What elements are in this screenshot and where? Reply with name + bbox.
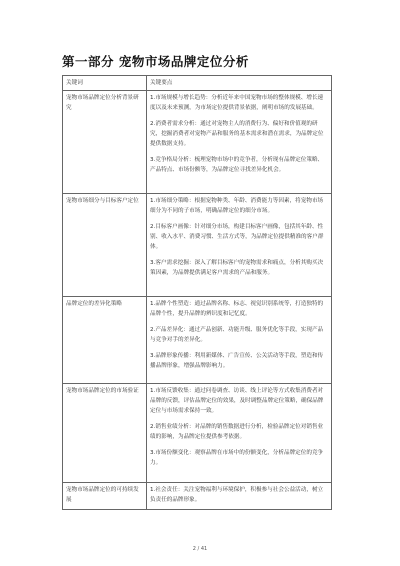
point-text: 1.市场细分策略：根据宠物种类、年龄、消费能力等因素，将宠物市场细分为不同的子市场，明确品牌定位的细分市场。 — [150, 198, 324, 214]
content-table — [62, 75, 332, 510]
row-keyword: 宠物市场细分与目标客户定位 — [63, 194, 147, 297]
table-row — [63, 194, 332, 297]
page-title: 第一部分 宠物市场品牌定位分析 — [62, 54, 249, 69]
header-keyword: 关键词 — [63, 76, 147, 91]
point-text: 1.品牌个性塑造：通过品牌名称、标志、视觉识别系统等，打造独特的品牌个性，提升品牌的辨识度和记忆度。 — [150, 301, 324, 317]
row-points — [147, 194, 332, 297]
row-keyword: 宠物市场品牌定位的可持续发展 — [63, 483, 147, 510]
point-text: 2.目标客户画像：针对细分市场，构建目标客户画像，包括其年龄、性别、收入水平、消费习惯、生活方式等，为品牌定位提供精准的客户群体。 — [150, 224, 324, 250]
row-points — [147, 91, 332, 194]
point-text: 3.市场份额变化：观察品牌在市场中的份额变化，分析品牌定位的竞争力。 — [150, 450, 324, 466]
point-text: 2.消费者需求分析：通过对宠物主人的消费行为、偏好和价值观的研究，挖掘消费者对宠物产品和服务的基本需求和潜在需求，为品牌定位提供数据支持。 — [150, 121, 324, 147]
table-header-row — [63, 76, 332, 91]
header-points: 关键要点 — [147, 76, 332, 91]
point-text: 3.客户需求挖掘：深入了解目标客户的宠物需求和痛点，分析其购买决策因素，为品牌提供满足客户需求的产品和服务。 — [150, 260, 324, 276]
row-keyword: 品牌定位的差异化策略 — [63, 297, 147, 384]
point-text: 2.产品差异化：通过产品创新、功能升级、服务优化等手段，实现产品与竞争对手的差异化。 — [150, 327, 324, 343]
row-keyword: 宠物市场品牌定位分析背景研究 — [63, 91, 147, 194]
row-points — [147, 297, 332, 384]
row-points — [147, 384, 332, 483]
point-text: 1.社会责任：关注宠物福利与环境保护，积极参与社会公益活动，树立负责任的品牌形象。 — [150, 487, 324, 503]
table-row — [63, 297, 332, 384]
point-text: 2.销售业绩分析：对品牌的销售数据进行分析，检验品牌定位对销售业绩的影响，为品牌定位提供参考依据。 — [150, 424, 324, 440]
row-points — [147, 483, 332, 510]
page-number: 2 / 41 — [192, 546, 208, 552]
table-row — [63, 91, 332, 194]
point-text: 3.竞争格局分析：梳理宠物市场中的竞争者，分析现有品牌定位策略、产品特点、市场份额等，为品牌定位寻找差异化机会。 — [150, 157, 324, 173]
table-row — [63, 483, 332, 510]
row-keyword: 宠物市场品牌定位的市场验证 — [63, 384, 147, 483]
point-text: 1.市场反馈收集：通过问卷调查、访谈、线上评论等方式收集消费者对品牌的反馈，评估品牌定位的效果，及时调整品牌定位策略，确保品牌定位与市场需求保持一致。 — [150, 388, 324, 414]
point-text: 1.市场规模与增长趋势：分析近年来中国宠物市场的整体规模、增长速度以及未来预测，为市场定位提供背景依据，阐明市场的发展基础。 — [150, 95, 324, 111]
table-row — [63, 384, 332, 483]
point-text: 3.品牌形象传播：利用新媒体、广告宣传、公关活动等手段，塑造和传播品牌形象，增强品牌影响力。 — [150, 353, 324, 369]
